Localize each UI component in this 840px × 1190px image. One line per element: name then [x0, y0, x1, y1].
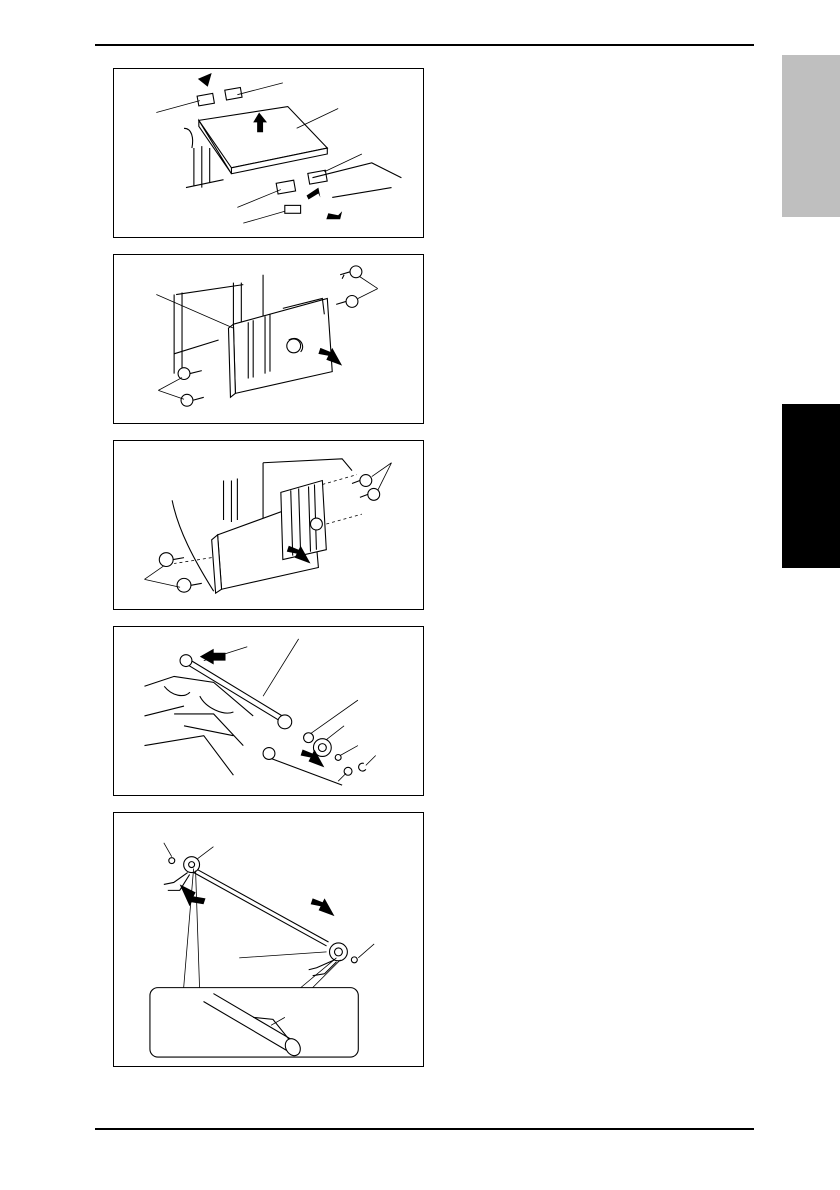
illustration-shaft-assembly	[113, 626, 424, 796]
illustration-cover-removal	[113, 68, 424, 238]
header-rule	[95, 44, 754, 46]
illustration-plate-remove	[113, 440, 424, 610]
footer-rule	[95, 1128, 754, 1130]
section-tab-light	[782, 55, 840, 217]
illustration-plate-screws	[113, 254, 424, 424]
section-tab-dark	[782, 404, 840, 568]
illustration-shaft-detail	[113, 812, 424, 1067]
